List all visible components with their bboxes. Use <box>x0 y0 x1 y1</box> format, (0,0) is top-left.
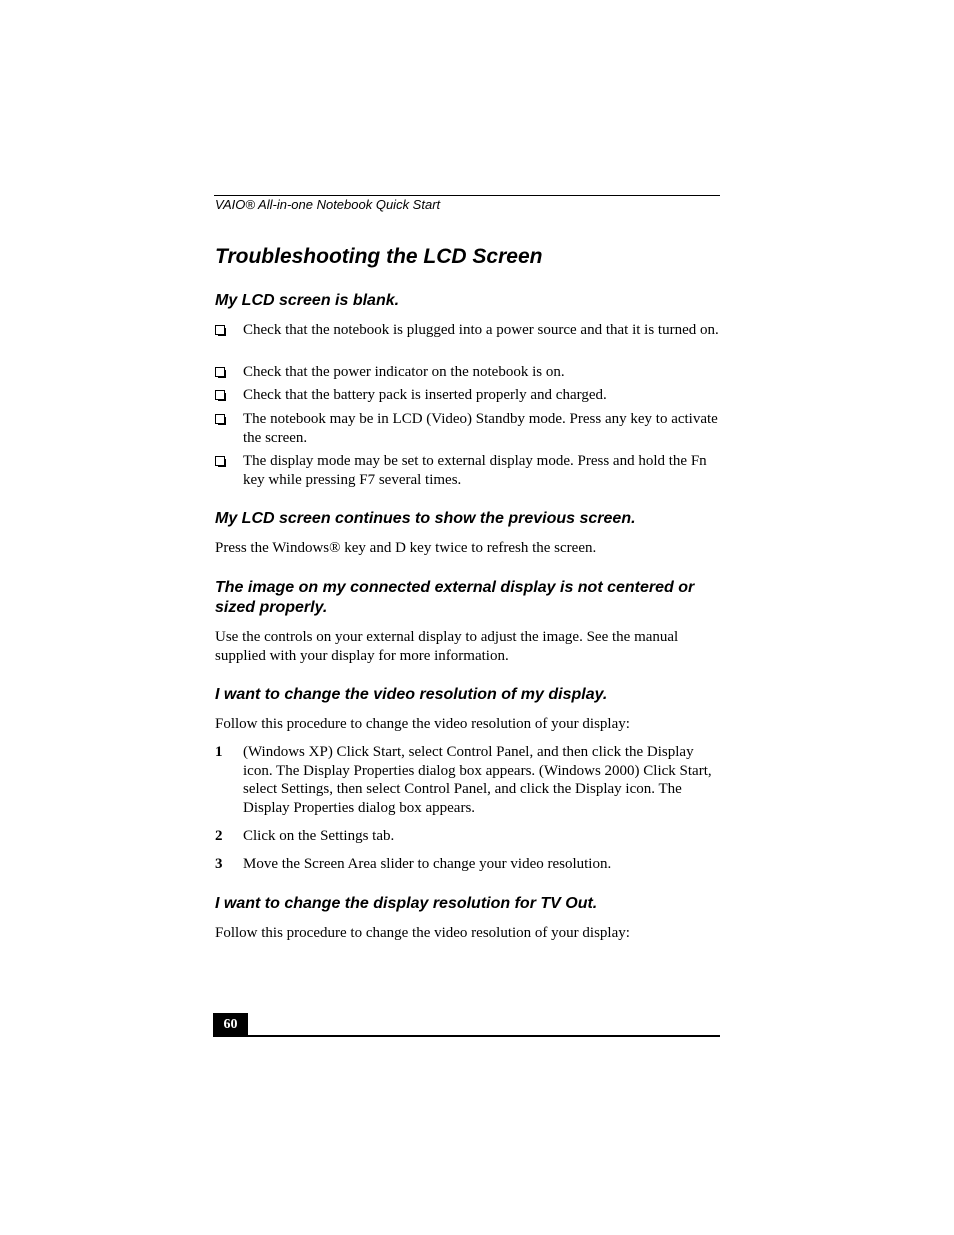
running-header: VAIO® All-in-one Notebook Quick Start <box>215 197 441 212</box>
section-heading-video-resolution: I want to change the video resolution of my display. <box>215 686 608 703</box>
footer-rule <box>213 1035 720 1037</box>
checkbox-bullet-icon <box>215 321 235 341</box>
list-item: 3 Move the Screen Area slider to change your video resolution. <box>215 856 612 872</box>
step-number: 3 <box>215 856 223 872</box>
section-heading-lcd-blank: My LCD screen is blank. <box>215 292 400 309</box>
section-heading-tv-out: I want to change the display resolution for TV Out. <box>215 895 598 912</box>
list-item: The display mode may be set to external display mode. Press and hold the Fn key while pressing F7 several times. <box>215 452 720 489</box>
header-rule <box>214 195 720 196</box>
section-paragraph: Use the controls on your external display to adjust the image. See the manual supplied with your display for more information. <box>215 629 679 664</box>
step-number: 1 <box>215 744 223 760</box>
list-item: 1 (Windows XP) Click Start, select Control Panel, and then click the Display icon. The Display Properties dialog box appears. (Windows 2000) Click Start, select Settings, then select Control Panel, and click the Display icon. The Display Properties dialog box appears. <box>215 744 712 816</box>
list-item: Check that the battery pack is inserted properly and charged. <box>215 386 720 405</box>
section-paragraph: Follow this procedure to change the video resolution of your display: <box>215 716 630 732</box>
list-item: The notebook may be in LCD (Video) Standby mode. Press any key to activate the screen. <box>215 410 720 447</box>
page-title: Troubleshooting the LCD Screen <box>215 245 543 268</box>
checkbox-bullet-icon <box>215 386 235 406</box>
list-item: Check that the power indicator on the notebook is on. <box>215 363 720 382</box>
checkbox-bullet-icon <box>215 363 235 383</box>
page-number: 60 <box>213 1013 248 1036</box>
section-paragraph: Follow this procedure to change the video resolution of your display: <box>215 925 630 941</box>
list-item: Check that the notebook is plugged into a power source and that it is turned on. <box>215 321 720 340</box>
section-heading-external-display: The image on my connected external display is not centered or sized properly. <box>215 579 695 616</box>
checkbox-bullet-icon <box>215 452 235 472</box>
section-paragraph: Press the Windows® key and D key twice to refresh the screen. <box>215 540 597 556</box>
list-item: 2 Click on the Settings tab. <box>215 828 395 844</box>
checkbox-bullet-icon <box>215 410 235 430</box>
section-heading-previous-screen: My LCD screen continues to show the previous screen. <box>215 510 636 527</box>
step-number: 2 <box>215 828 223 844</box>
